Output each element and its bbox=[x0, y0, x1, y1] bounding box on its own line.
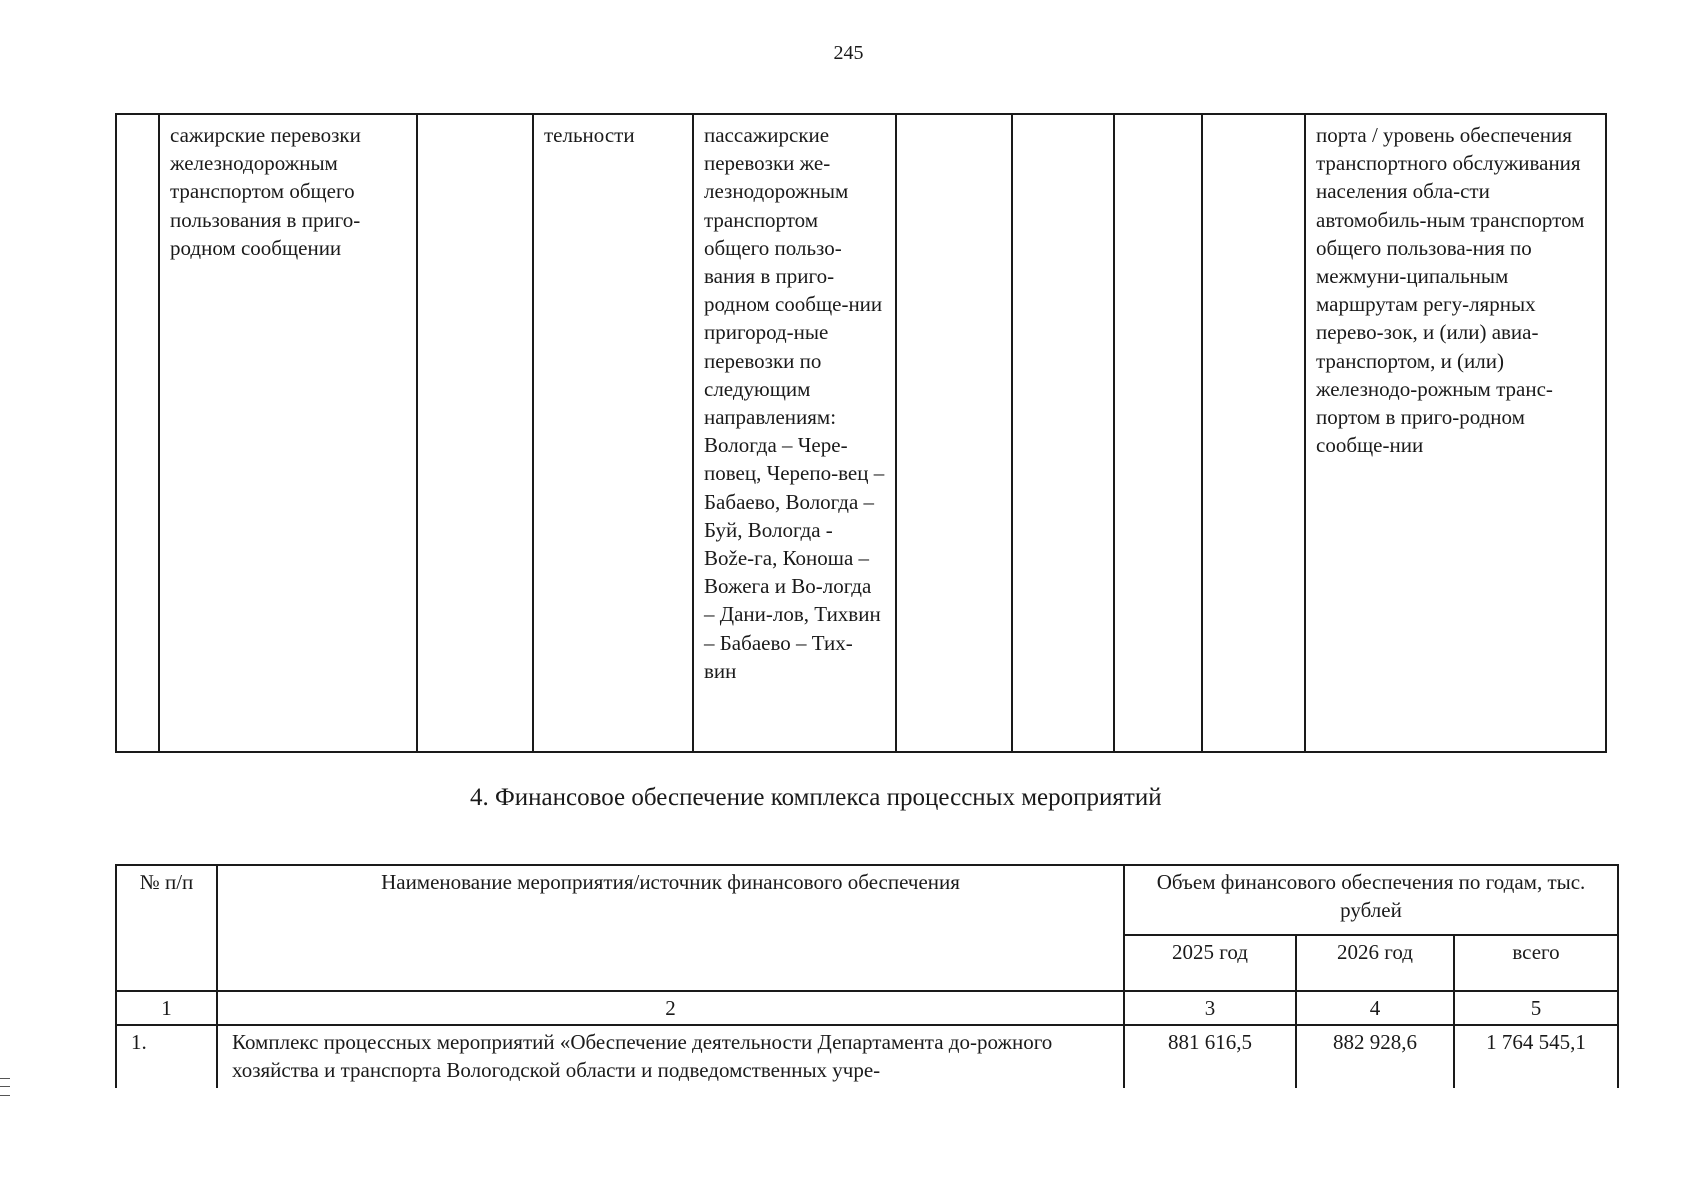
cell-col-j bbox=[1305, 114, 1606, 752]
header-total: всего bbox=[1454, 935, 1618, 991]
cell-col-b-text: сажирские перевозки железнодорожным транспортом общего пользования в приго-родном сообщении bbox=[170, 123, 361, 260]
header-row-1 bbox=[116, 865, 1618, 935]
cell-col-f bbox=[896, 114, 1012, 752]
page-number: 245 bbox=[833, 42, 864, 64]
header-name: Наименование мероприятия/источник финансового обеспечения bbox=[217, 865, 1124, 991]
col-number-1: 1 bbox=[116, 991, 217, 1025]
col-number-4: 4 bbox=[1296, 991, 1454, 1025]
continuation-row bbox=[116, 114, 1606, 752]
cell-col-j-text: порта / уровень обеспечения транспортного обслуживания населения обла-сти автомобиль-ным транспортом общего пользова-ния по межмуни-ципальным маршрутам регу-лярных перево-зок, и (или) авиа-транспортом, и (или) железнодо-рожным транс-портом в приго-родном сообще-нии bbox=[1316, 123, 1585, 458]
row-value-2026: 882 928,6 bbox=[1296, 1025, 1454, 1088]
section-title: 4. Финансовое обеспечение комплекса процессных мероприятий bbox=[470, 784, 1162, 811]
col-number-3: 3 bbox=[1124, 991, 1296, 1025]
row-name: Комплекс процессных мероприятий «Обеспечение деятельности Департамента до-рожного хозяйства и транспорта Вологодской области и подведомственных учре- bbox=[217, 1025, 1124, 1088]
header-volume: Объем финансового обеспечения по годам, тыс. рублей bbox=[1124, 865, 1618, 935]
cell-col-d bbox=[533, 114, 693, 752]
cell-col-e-text: пассажирские перевозки же-лезнодорожным транспортом общего пользо-вания в приго-родном сообще-нии пригород-ные перевозки по следующим направлениям: Вологда – Чере-повец, Черепо-вец – Бабаево, Вологда – Буй, Вологда - Вože-га, Коноша – Вожега и Во-логда – Дани-лов, Тихвин – Бабаево – Тих-вин bbox=[704, 123, 885, 683]
cell-col-a bbox=[116, 114, 159, 752]
cell-col-b bbox=[159, 114, 417, 752]
header-2025: 2025 год bbox=[1124, 935, 1296, 991]
col-number-2: 2 bbox=[217, 991, 1124, 1025]
table-row bbox=[116, 1025, 1618, 1088]
row-number: 1. bbox=[116, 1025, 217, 1088]
header-2026: 2026 год bbox=[1296, 935, 1454, 991]
row-value-2025: 881 616,5 bbox=[1124, 1025, 1296, 1088]
finance-table bbox=[115, 864, 1619, 1088]
cell-col-h bbox=[1114, 114, 1202, 752]
cell-col-i bbox=[1202, 114, 1305, 752]
column-numbers-row bbox=[116, 991, 1618, 1025]
row-value-total: 1 764 545,1 bbox=[1454, 1025, 1618, 1088]
col-number-5: 5 bbox=[1454, 991, 1618, 1025]
continuation-table bbox=[115, 113, 1607, 753]
cell-col-e bbox=[693, 114, 896, 752]
header-num: № п/п bbox=[116, 865, 217, 991]
cell-col-d-text: тельности bbox=[544, 123, 635, 147]
cell-col-c bbox=[417, 114, 533, 752]
margin-mark bbox=[0, 1078, 10, 1096]
cell-col-g bbox=[1012, 114, 1114, 752]
